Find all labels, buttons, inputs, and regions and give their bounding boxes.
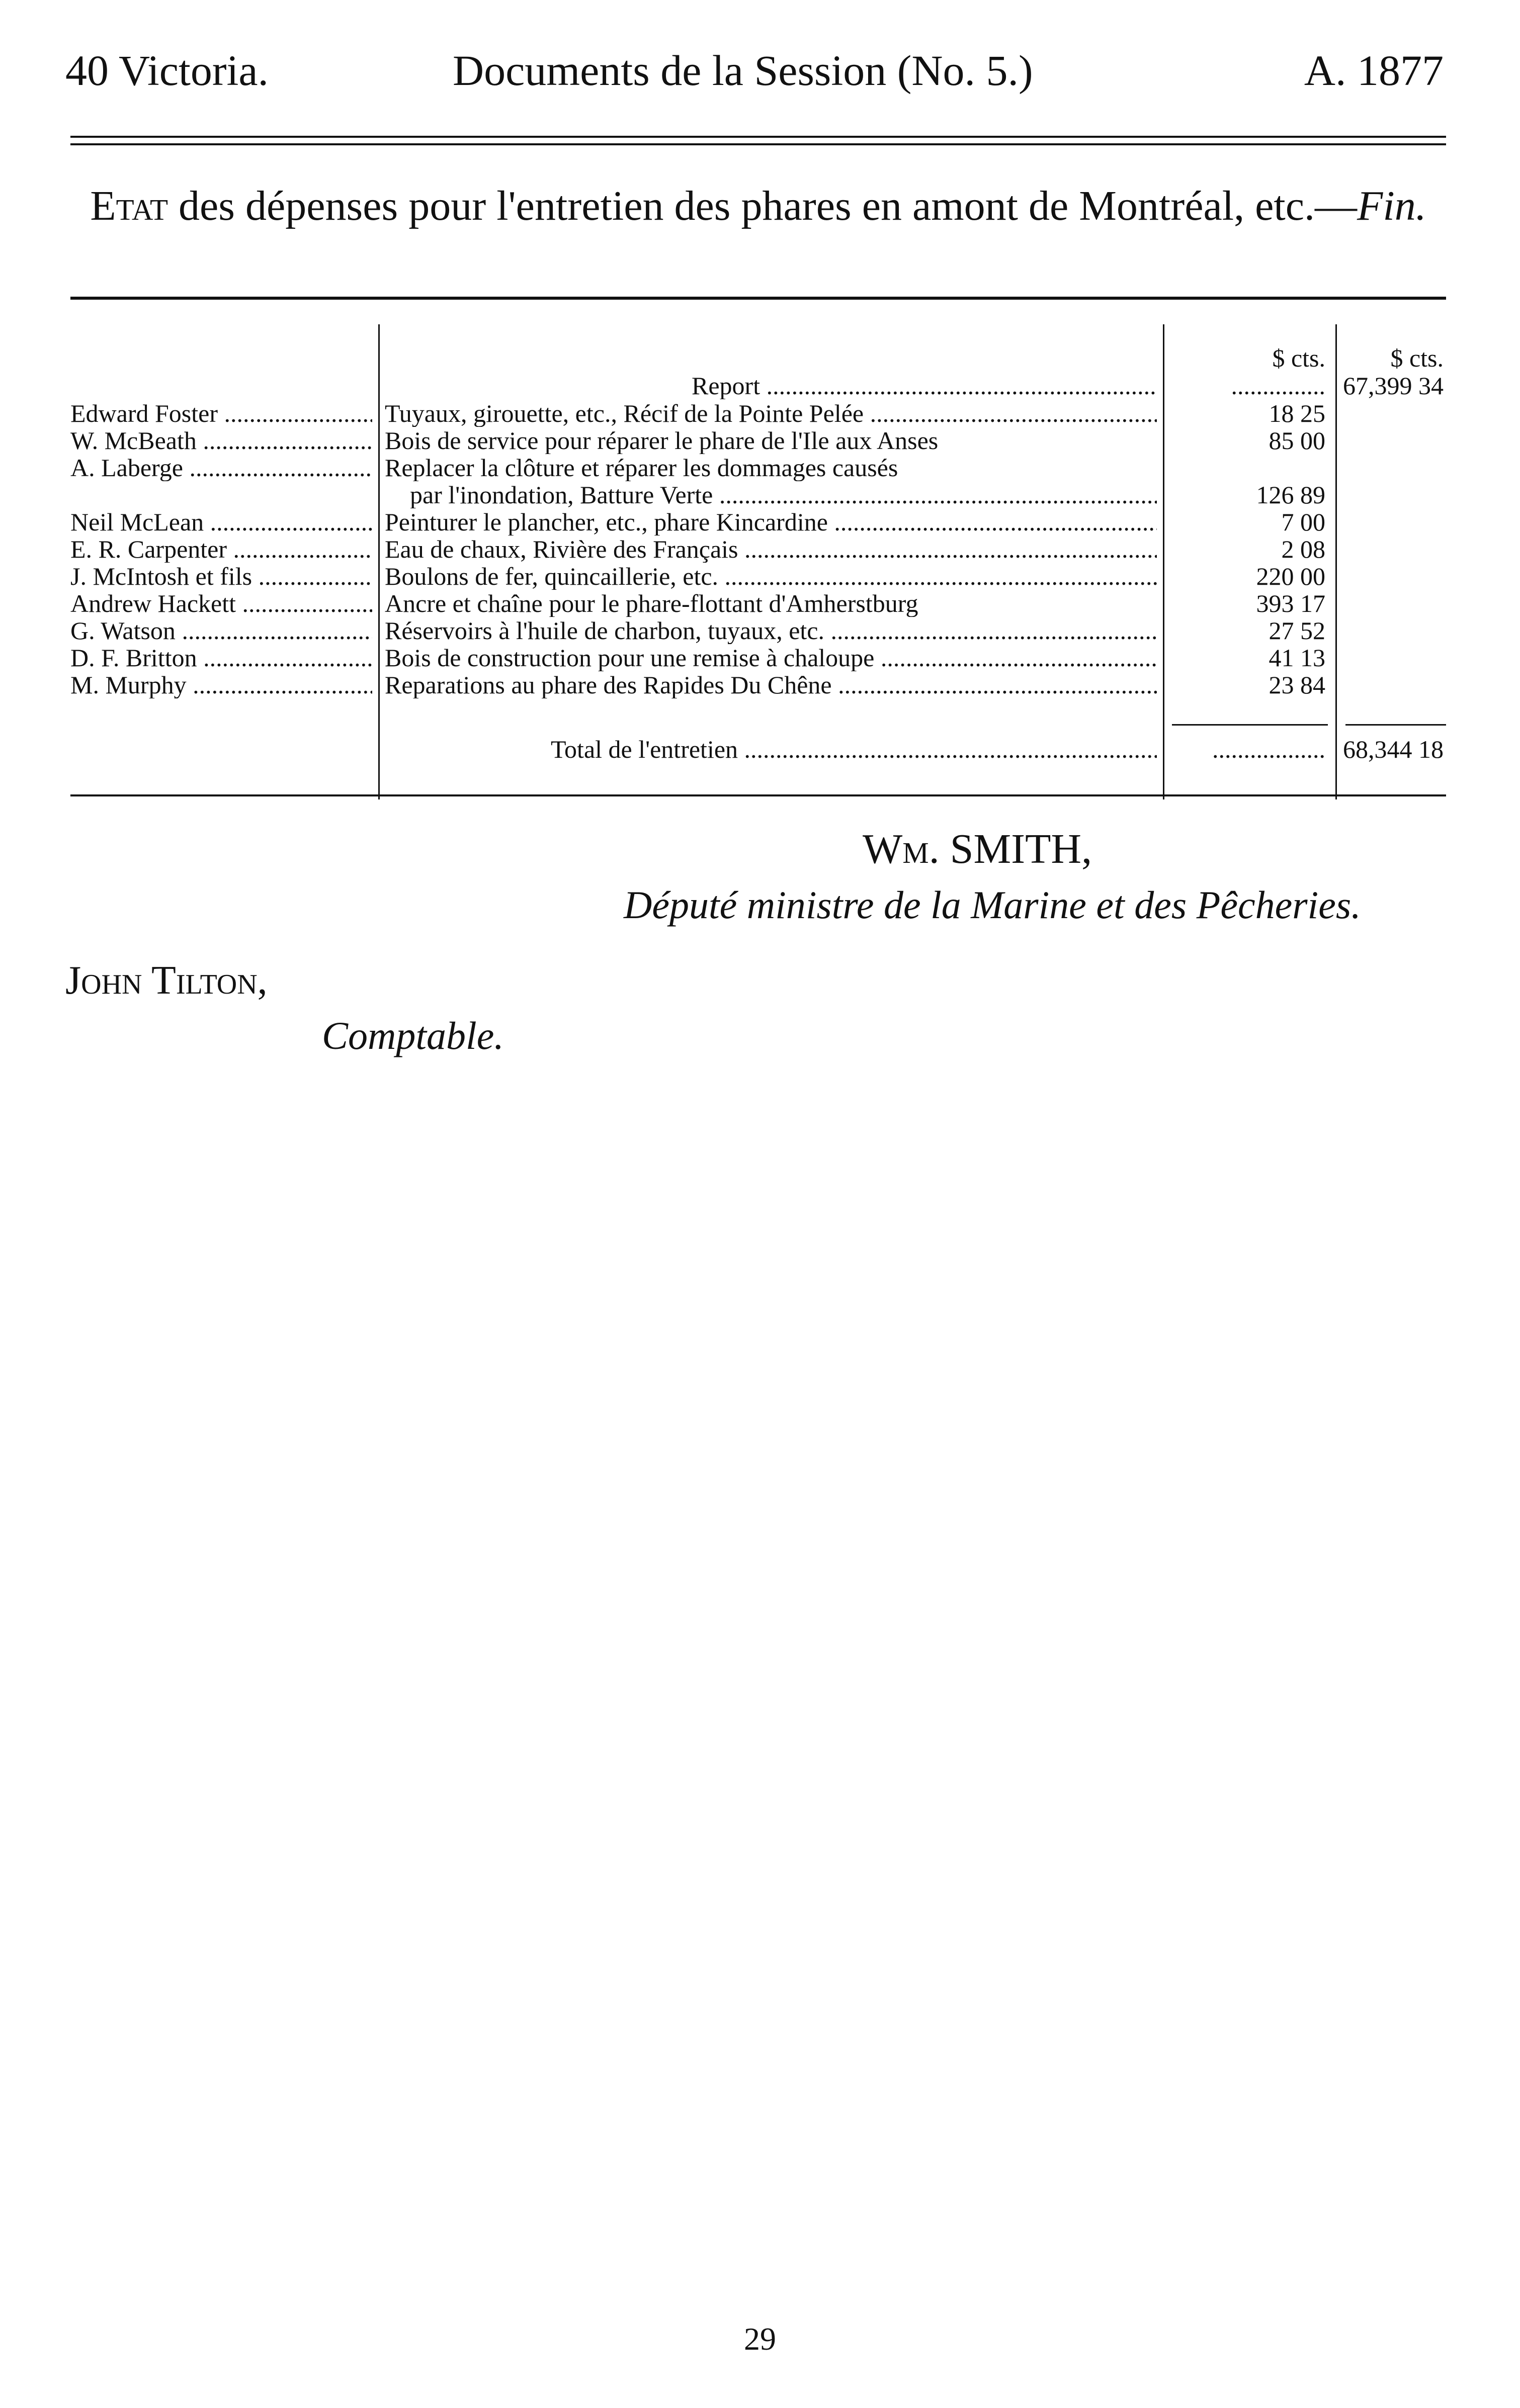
expense-amount: 393 17: [1256, 590, 1325, 617]
payee-name: J. McIntosh et fils .....: [70, 563, 372, 590]
subtotal-rule: [1172, 724, 1328, 726]
expense-description: Bois de service pour réparer le phare de l'Ile aux Anses: [385, 427, 939, 454]
header-right: A. 1877: [1304, 46, 1444, 95]
expense-description: Reparations au phare des Rapides Du Chêne .....: [385, 671, 1157, 698]
expense-amount: 220 00: [1256, 563, 1325, 590]
expense-description: Réservoirs à l'huile de charbon, tuyaux, etc. .....: [385, 617, 1157, 644]
total-row: [70, 736, 1446, 763]
title-etat: Etat: [90, 183, 168, 229]
expense-amount: 23 84: [1269, 671, 1325, 698]
total-value: 68,344 18: [1343, 736, 1444, 763]
table-bottom-rule: [70, 794, 1446, 796]
table-row: [70, 481, 1446, 508]
expense-amount: 126 89: [1256, 481, 1325, 508]
document-title: [70, 181, 1446, 231]
report-total: 67,399 34: [1343, 372, 1444, 399]
column-header-total: $ cts.: [1390, 344, 1444, 372]
table-row: [70, 563, 1446, 590]
expense-table: [70, 297, 1446, 799]
table-row: [70, 617, 1446, 644]
expense-description: Boulons de fer, quincaillerie, etc. .....: [385, 563, 1157, 590]
table-top-rule: [70, 297, 1446, 300]
expense-description: Ancre et chaîne pour le phare-flottant d'Amherstburg: [385, 590, 918, 617]
expense-amount: 41 13: [1269, 644, 1325, 671]
expense-description: Eau de chaux, Rivière des Français .....: [385, 536, 1157, 563]
payee-name: Neil McLean .....: [70, 508, 372, 536]
table-row: [70, 590, 1446, 617]
header-left: 40 Victoria.: [65, 46, 269, 95]
signature-name-smith: Wm. SMITH,: [863, 826, 1092, 872]
column-header-row: [70, 344, 1446, 372]
expense-amount: 27 52: [1269, 617, 1325, 644]
expense-description: Tuyaux, girouette, etc., Récif de la Pointe Pelée .....: [385, 400, 1157, 427]
payee-name: Andrew Hackett .....: [70, 590, 372, 617]
report-label: Report .....: [385, 372, 1157, 399]
report-row: [70, 372, 1446, 399]
table-row: [70, 671, 1446, 698]
signature-title-tilton: Comptable.: [322, 1014, 504, 1057]
payee-name: Edward Foster .....: [70, 400, 372, 427]
payee-name: G. Watson .....: [70, 617, 372, 644]
page-header: [65, 45, 1444, 106]
header-rule-top: [70, 136, 1446, 138]
table-row: [70, 644, 1446, 671]
total-dots: ..................: [1212, 736, 1325, 763]
expense-amount: 85 00: [1269, 427, 1325, 454]
signature-title-smith: Député ministre de la Marine et des Pêcheries.: [624, 883, 1361, 927]
table-row: [70, 454, 1446, 481]
payee-name: M. Murphy .....: [70, 671, 372, 698]
table-row: [70, 508, 1446, 536]
expense-amount: 7 00: [1281, 508, 1325, 536]
total-label: Total de l'entretien .....: [385, 736, 1157, 763]
header-rule-bottom: [70, 143, 1446, 145]
expense-amount: 18 25: [1269, 400, 1325, 427]
payee-name: D. F. Britton .....: [70, 644, 372, 671]
report-dots: ...............: [1231, 372, 1325, 399]
title-text: des dépenses pour l'entretien des phares en amont de Montréal, etc.—: [179, 183, 1358, 229]
payee-name: W. McBeath .....: [70, 427, 372, 454]
table-row: [70, 400, 1446, 427]
table-row: [70, 427, 1446, 454]
expense-description: Bois de construction pour une remise à chaloupe .....: [385, 644, 1157, 671]
page-number: 29: [744, 2321, 776, 2357]
table-row: [70, 536, 1446, 563]
total-rule: [1345, 724, 1446, 726]
payee-name: E. R. Carpenter .....: [70, 536, 372, 563]
expense-description: Peinturer le plancher, etc., phare Kincardine .....: [385, 508, 1157, 536]
header-center: Documents de la Session (No. 5.): [453, 46, 1033, 95]
expense-amount: 2 08: [1281, 536, 1325, 563]
signature-name-tilton: John Tilton,: [65, 958, 268, 1003]
payee-name: A. Laberge .....: [70, 454, 372, 481]
expense-description: par l'inondation, Batture Verte .....: [385, 481, 1157, 508]
expense-description: Replacer la clôture et réparer les dommages causés: [385, 454, 898, 481]
column-header-dollars: $ cts.: [1272, 344, 1325, 372]
title-fin: Fin.: [1357, 183, 1426, 229]
